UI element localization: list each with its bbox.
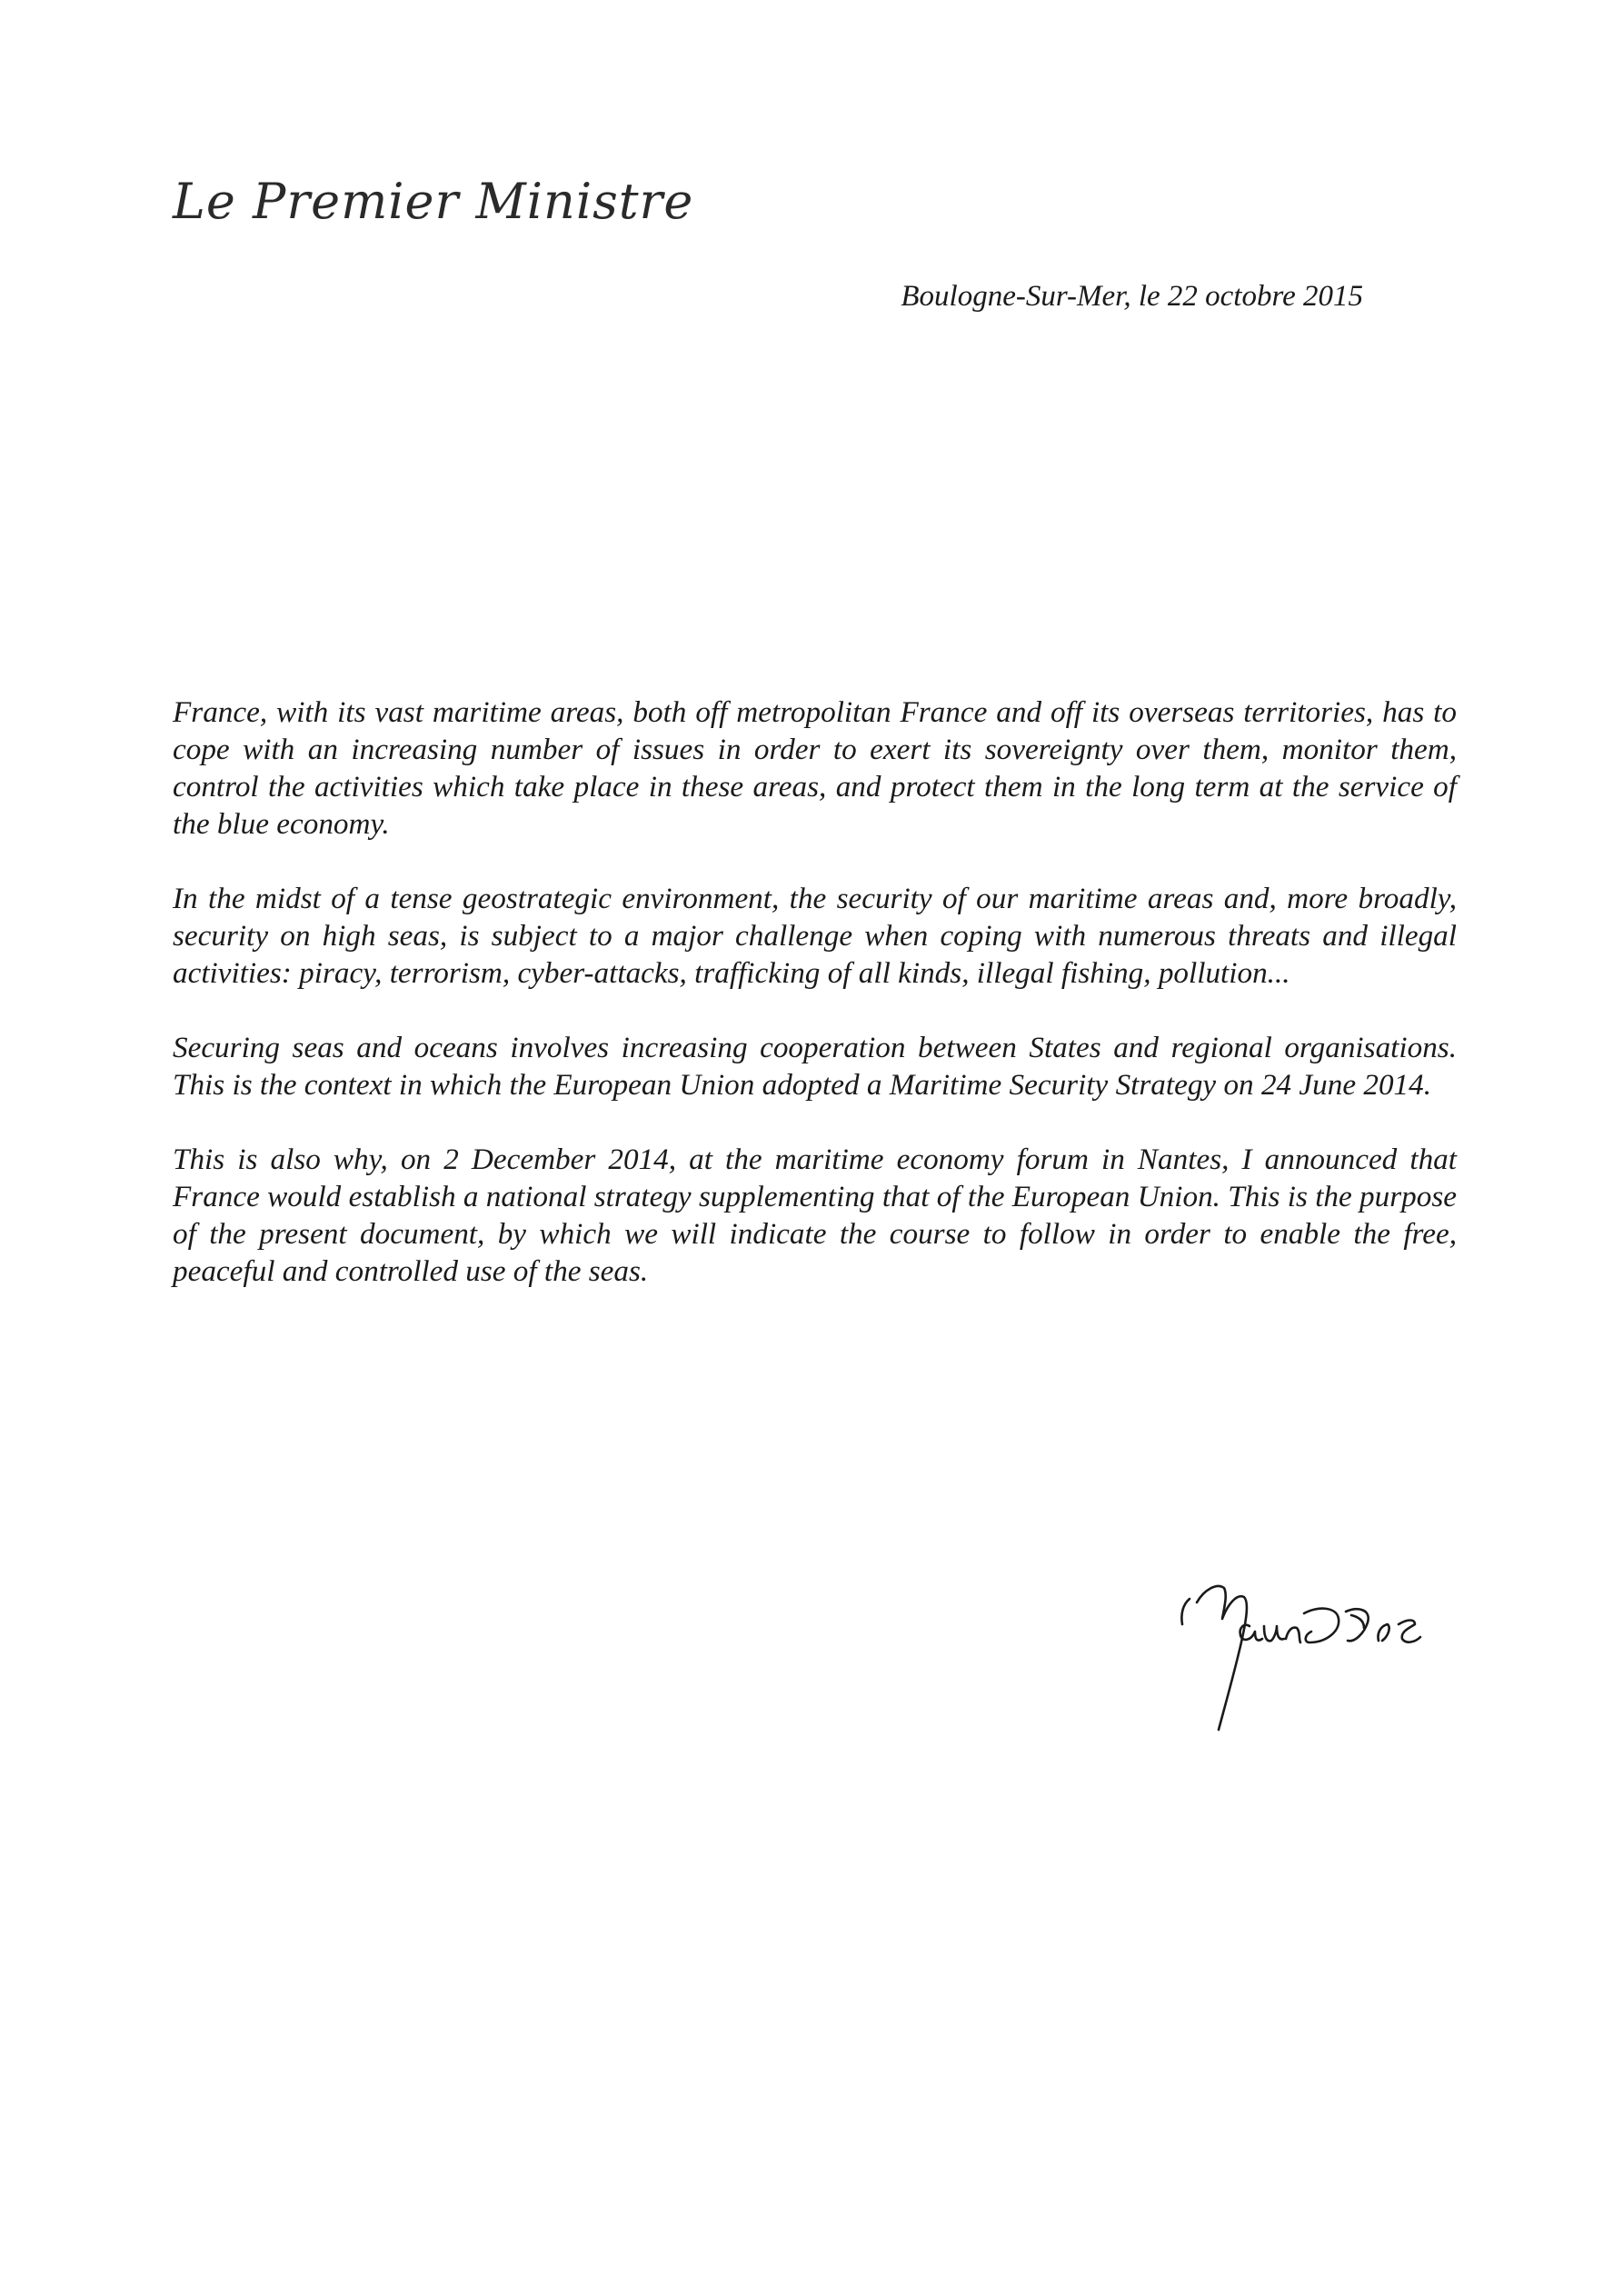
paragraph-1: France, with its vast maritime areas, both off metropolitan France and off its overseas territories, has to cope with an increasing number of issues in order to exert its sovereignty over them, monitor them, control the activities which take place in these areas, and protect them in the long term at the service of the blue economy. [173, 695, 1457, 841]
signature-image [1177, 1559, 1449, 1741]
paragraph-3: Securing seas and oceans involves increasing cooperation between States and regional organisations. This is the context in which the European Union adopted a Maritime Security Strategy on 24 June 2014. [173, 1031, 1457, 1102]
paragraph-2: In the midst of a tense geostrategic environment, the security of our maritime areas and, more broadly, security on high seas, is subject to a major challenge when coping with numerous threats and illegal activities: piracy, terrorism, cyber-attacks, trafficking of all kinds, illegal fishing, pollution... [173, 882, 1457, 990]
paragraph-4: This is also why, on 2 December 2014, at the maritime economy forum in Nantes, I announced that France would establish a national strategy supplementing that of the European Union. This is the purpose of the present document, by which we will indicate the course to follow in order to enable the free, peaceful and controlled use of the seas. [173, 1143, 1457, 1288]
letterhead-title: Le Premier Ministre [173, 173, 694, 230]
letter-body [173, 694, 1457, 1327]
date-line: Boulogne-Sur-Mer, le 22 octobre 2015 [901, 280, 1363, 313]
